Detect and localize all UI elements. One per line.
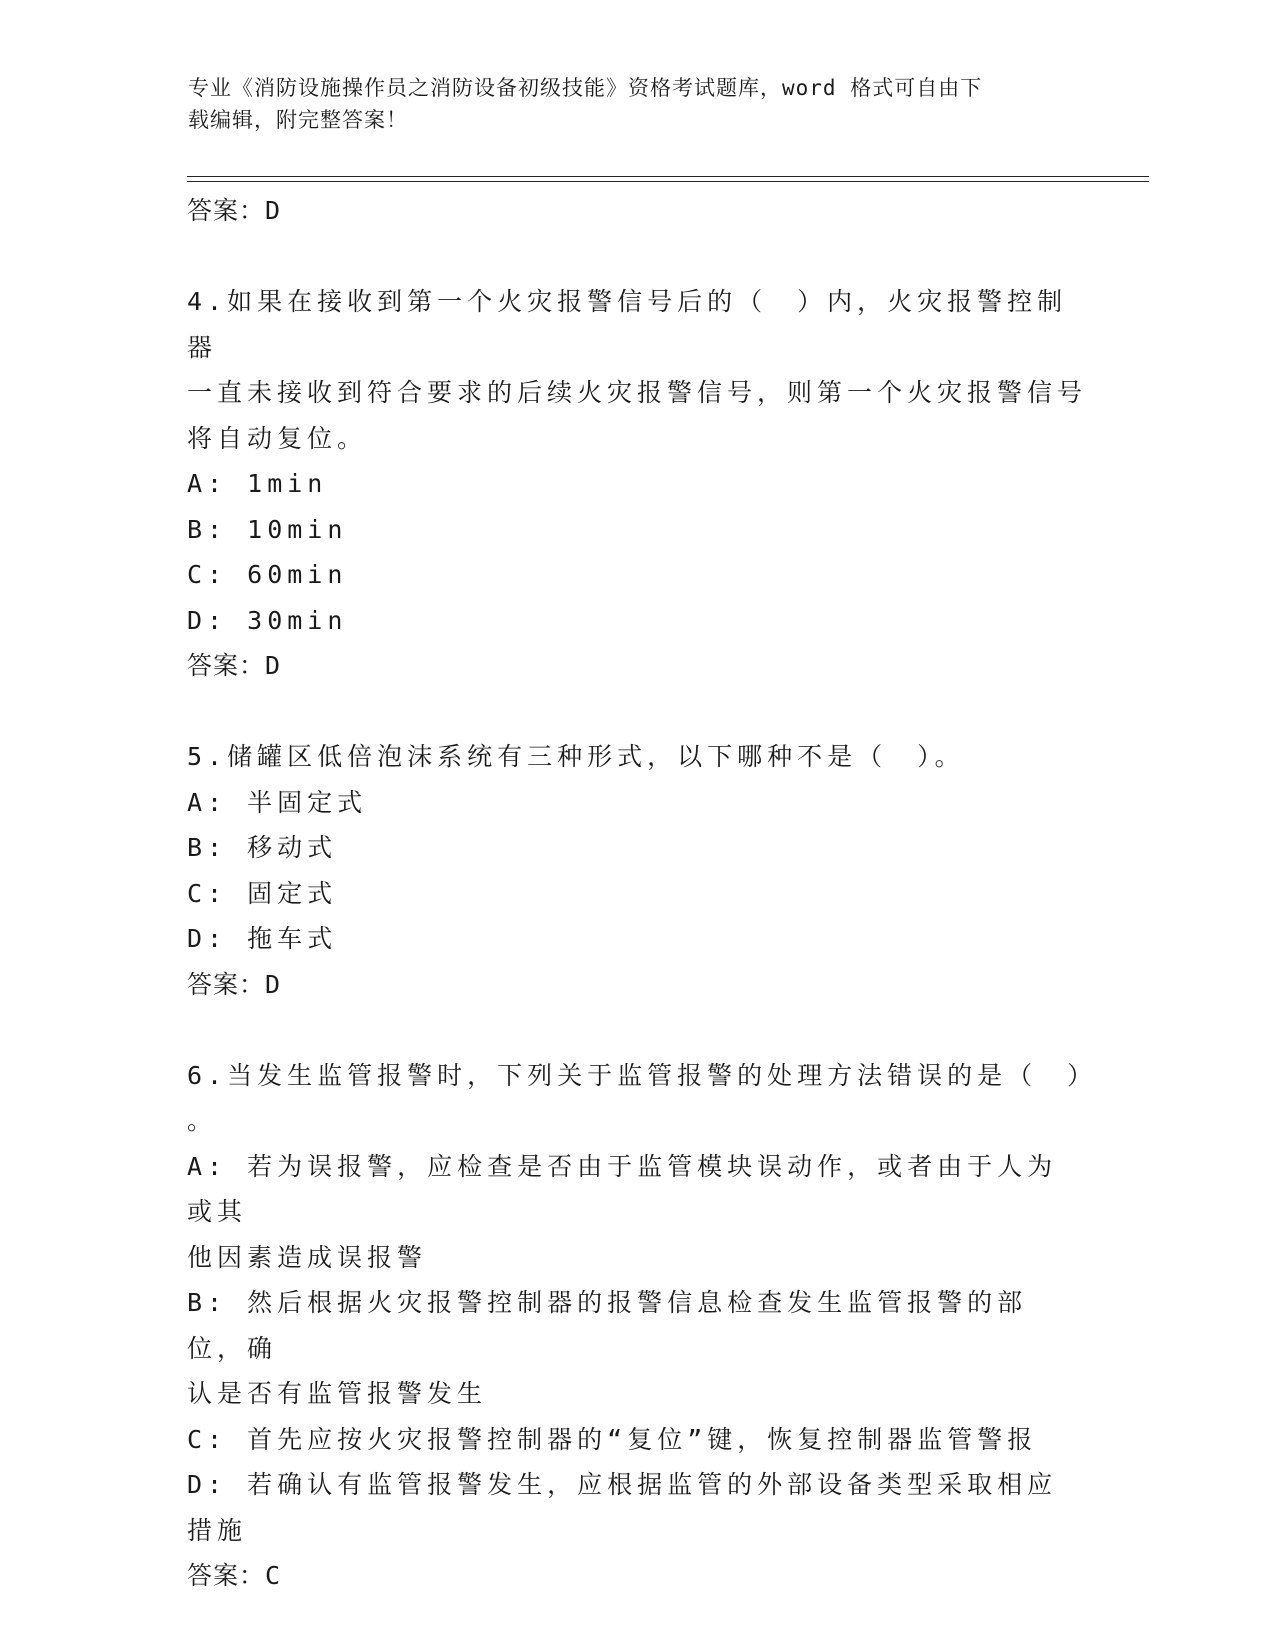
answer-5: 答案：D (187, 969, 282, 999)
header-line-1: 专业《消防设施操作员之消防设备初级技能》资格考试题库，word 格式可自由下 (188, 76, 983, 100)
previous-answer: 答案：D (187, 196, 282, 225)
header-divider-bottom (187, 181, 1149, 182)
option-b: B: 10min (187, 514, 348, 544)
header-line-2: 载编辑，附完整答案！ (188, 108, 408, 132)
question-6 (187, 1053, 1098, 1600)
header-divider-top (187, 176, 1149, 177)
option-c: C: 首先应按火灾报警控制器的“复位”键，恢复控制器监管警报 (187, 1424, 1038, 1454)
option-a: A: 若为误报警，应检查是否由于监管模块误动作，或者由于人为或其 (187, 1151, 1058, 1226)
question-list (187, 188, 1098, 1599)
answer-4: 答案：D (187, 651, 282, 680)
answer-6: 答案：C (187, 1561, 282, 1590)
option-c: C: 固定式 (187, 878, 338, 908)
option-b: B: 移动式 (187, 833, 338, 862)
question-4 (187, 279, 1087, 689)
option-b-continued: 认是否有监管报警发生 (187, 1379, 488, 1408)
option-d: D: 30min (187, 605, 348, 635)
option-a-continued: 他因素造成误报警 (187, 1242, 428, 1272)
question-text-line: 一直未接收到符合要求的后续火灾报警信号，则第一个火灾报警信号 (187, 378, 1088, 407)
document-header (188, 72, 1068, 136)
option-c: C: 60min (187, 560, 348, 589)
option-b: B: 然后根据火灾报警控制器的报警信息检查发生监管报警的部位，确 (187, 1288, 1028, 1363)
question-text-line: 5.储罐区低倍泡沫系统有三种形式，以下哪种不是（ ）。 (187, 742, 965, 771)
question-text-line: 4.如果在接收到第一个火灾报警信号后的（ ）内，火灾报警控制器 (187, 287, 1068, 362)
option-a: A: 半固定式 (187, 787, 368, 817)
question-5 (187, 734, 1087, 1008)
question-text-line: 6.当发生监管报警时，下列关于监管报警的处理方法错误的是（ ） (187, 1060, 1098, 1090)
question-text-line: 将自动复位。 (187, 423, 368, 453)
option-d: D: 拖车式 (187, 924, 338, 953)
question-text-line: 。 (187, 1106, 218, 1135)
option-a: A: 1min (187, 469, 328, 498)
option-d: D: 若确认有监管报警发生，应根据监管的外部设备类型采取相应措施 (187, 1470, 1058, 1545)
